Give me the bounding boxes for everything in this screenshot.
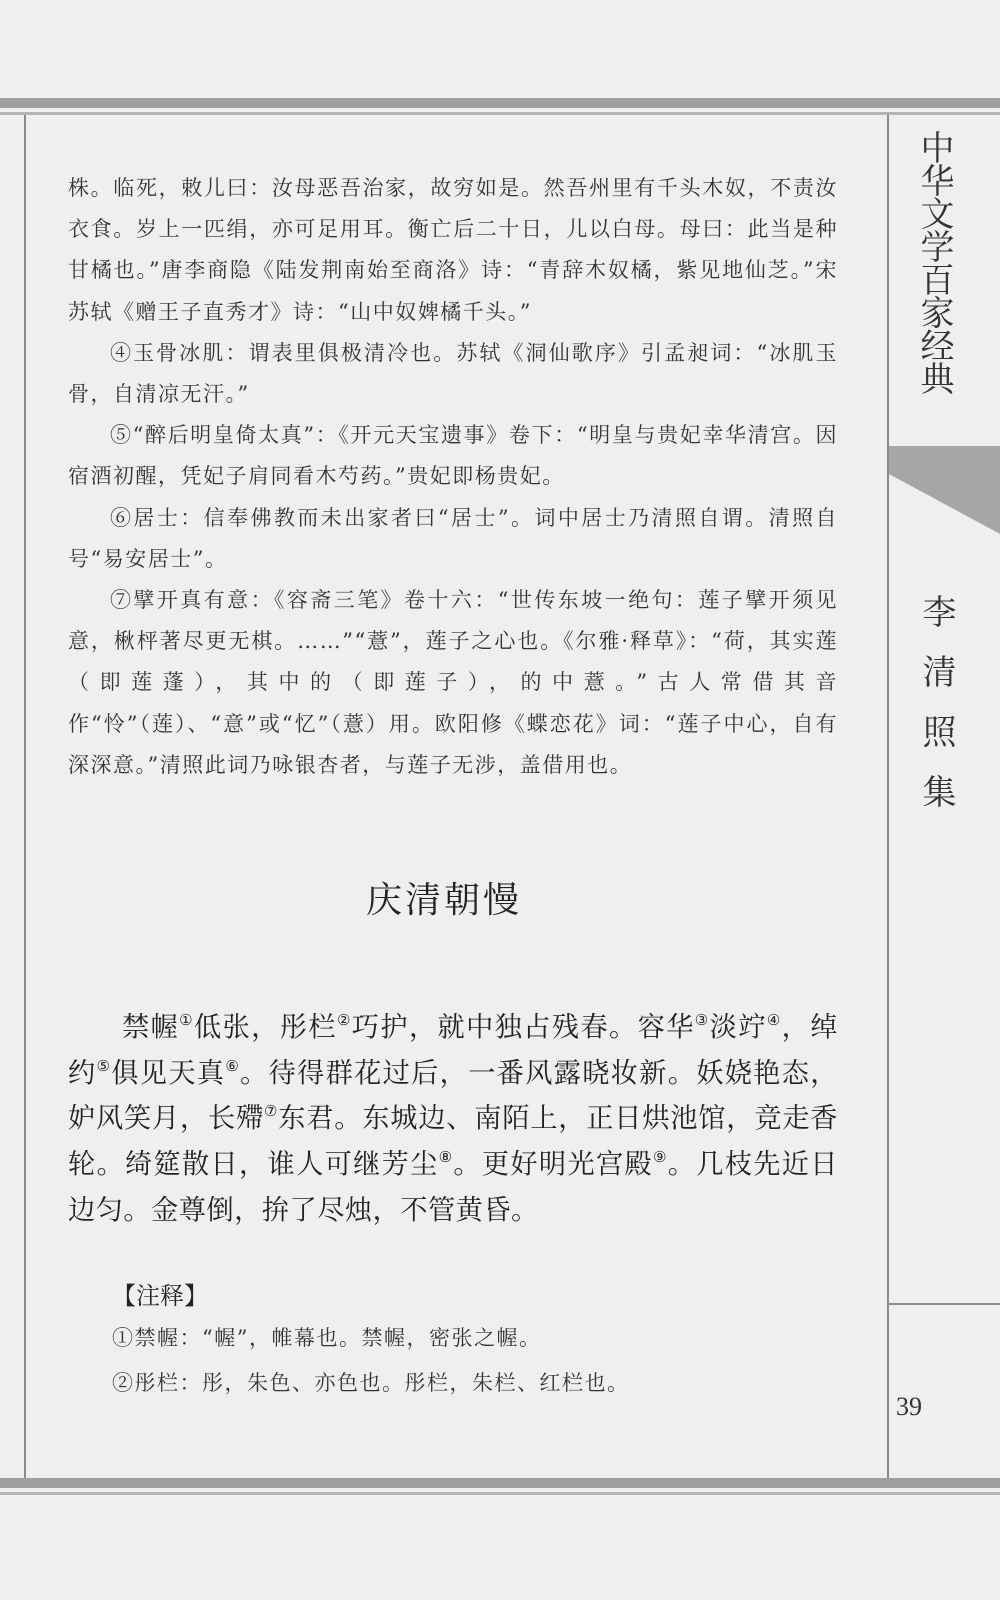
left-border — [24, 115, 26, 1478]
footnote-mark: ⑧ — [438, 1148, 454, 1167]
page-number: 39 — [896, 1392, 922, 1421]
poem-segment: 。待得群花过后，一番风露晓妆新。妖娆艳态，妒风笑月，长殢 — [68, 1057, 838, 1135]
note-6: ⑥居士：信奉佛教而未出家者曰“居士”。词中居士乃清照自谓。清照自号“易安居士”。 — [68, 505, 838, 571]
notes-block — [68, 168, 838, 786]
footnote-mark: ⑥ — [225, 1056, 241, 1075]
book-title: 李清照集 — [916, 594, 956, 834]
poem-segment: ，绰约 — [68, 1012, 838, 1089]
footnote-mark: ⑦ — [264, 1102, 279, 1121]
note-continuation: 株。临死，敕儿曰：汝母恶吾治家，故穷如是。然吾州里有千头木奴，不责汝衣食。岁上一匹绢，亦可足用耳。衡亡后二十日，儿以白母。母曰：此当是种甘橘也。”唐李商隐《陆发荆南始至商洛》诗：“青辞木奴橘，紫见地仙芝。”宋苏轼《赠王子直秀才》诗：“山中奴婢橘千头。” — [68, 176, 838, 324]
poem-segment: 俱见天真 — [111, 1057, 226, 1089]
sidebar-band — [889, 446, 1000, 474]
bottom-rule-thin — [0, 1492, 1000, 1495]
bottom-rule — [0, 1478, 1000, 1488]
note-5: ⑤“醉后明皇倚太真”：《开元天宝遗事》卷下：“明皇与贵妃幸华清宫。因宿酒初醒，凭妃子肩同看木芍药。”贵妃即杨贵妃。 — [68, 423, 838, 489]
footnote-mark: ⑨ — [652, 1148, 668, 1167]
top-rule-thin — [0, 112, 1000, 115]
poem-text — [68, 1005, 838, 1234]
footnote-mark: ③ — [694, 1011, 710, 1029]
poem-segment: 低张，彤栏 — [194, 1012, 337, 1043]
poem-segment: 淡竚 — [709, 1012, 767, 1043]
poem-segment: 巧护，就中独占残春。容华 — [351, 1012, 695, 1043]
sidebar-triangle — [889, 474, 1000, 534]
note-4: ④玉骨冰肌：谓表里俱极清冷也。苏轼《洞仙歌序》引孟昶词：“冰肌玉骨，自清凉无汗。” — [68, 340, 838, 407]
sidebar-rule — [889, 1303, 1000, 1305]
annotation-1: ①禁幄：“幄”，帷幕也。禁幄，密张之幄。 — [112, 1326, 542, 1350]
series-title: 中华文学百家经典 — [914, 130, 954, 394]
poem-segment: 禁幄 — [122, 1012, 180, 1043]
footnote-mark: ② — [336, 1011, 352, 1029]
poem-segment: 。更好明光宫殿 — [453, 1149, 653, 1181]
annotations-heading: 【注释】 — [112, 1282, 208, 1310]
footnote-mark: ⑤ — [96, 1056, 112, 1075]
poem-title: 庆清朝慢 — [365, 880, 522, 921]
sidebar-divider — [887, 115, 889, 1478]
footnote-mark: ① — [179, 1011, 195, 1029]
poem-segment: 。几枝先近日边匀。金尊倒，拚了尽烛，不管黄昏。 — [68, 1149, 838, 1226]
footnote-mark: ④ — [766, 1011, 782, 1029]
annotation-2: ②彤栏：彤，朱色、亦色也。彤栏，朱栏、红栏也。 — [112, 1371, 630, 1395]
note-7: ⑦擘开真有意：《容斋三笔》卷十六：“世传东坡一绝句：莲子擘开须见意，楸枰著尽更无棋。……”“薏”，莲子之心也。《尔雅·释草》：“荷，其实莲（即莲蓬），其中的（即莲子），的中薏。”古人常借其音作“怜”（莲）、“意”或“忆”（薏）用。欧阳修《蝶恋花》词：“莲子中心，自有深深意。”清照此词乃咏银杏者，与莲子无涉，盖借用也。 — [68, 588, 838, 777]
poem-segment: 东君。东城边、南陌上，正日烘池馆，竞走香轮。绮筵散日，谁人可继芳尘 — [68, 1103, 838, 1181]
top-rule — [0, 98, 1000, 108]
